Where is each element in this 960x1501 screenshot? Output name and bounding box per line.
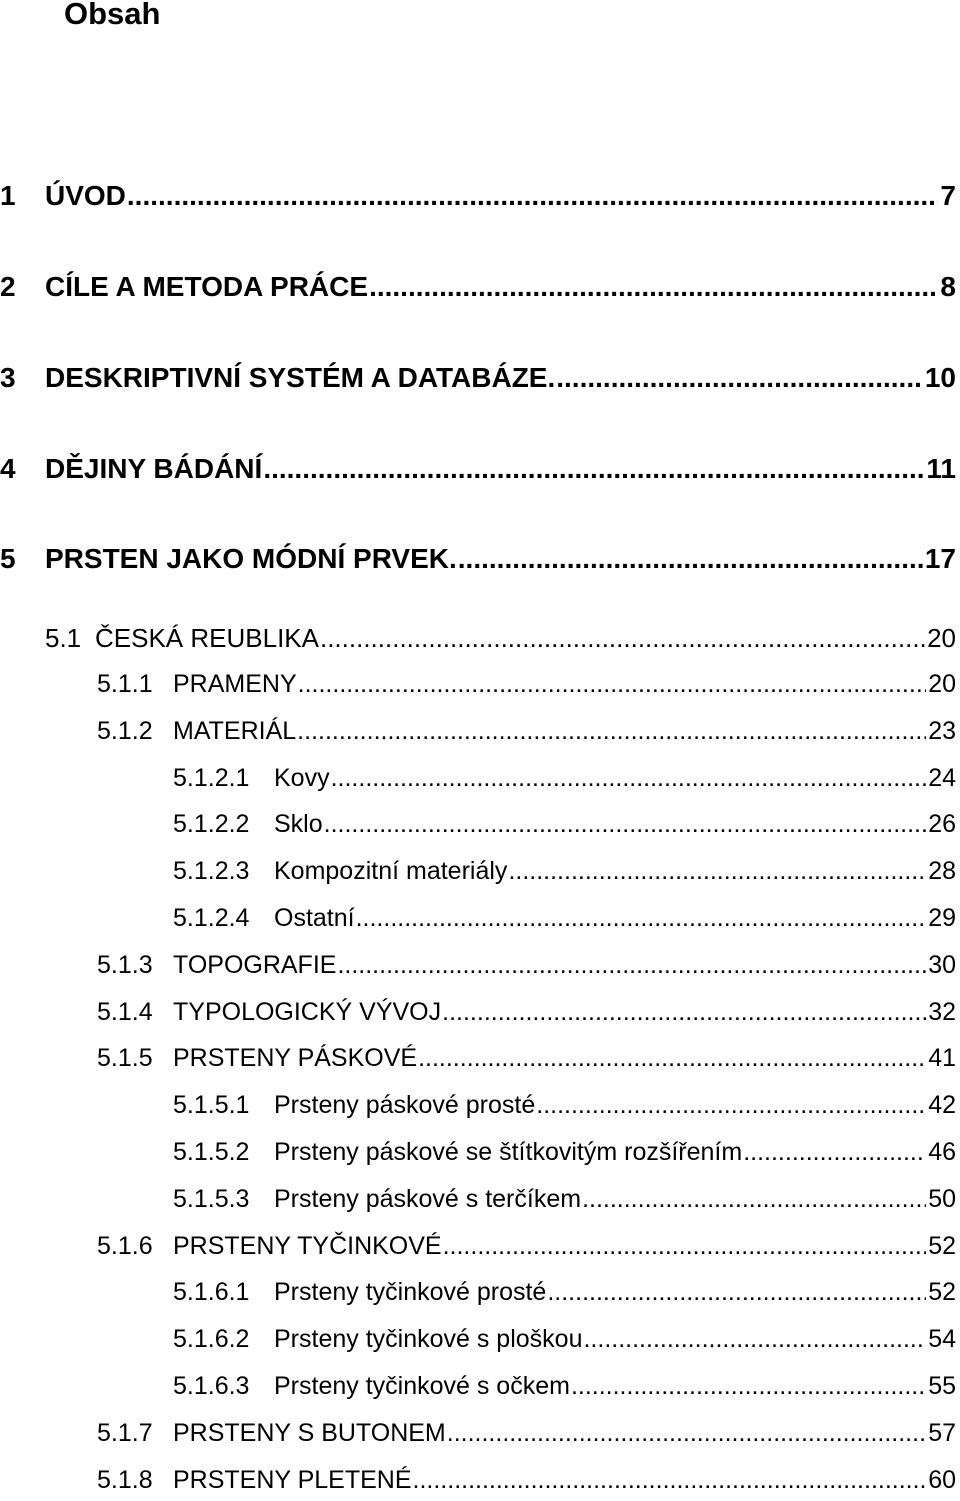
toc-entry-page: 57 <box>928 1419 956 1447</box>
toc-entry-number: 1 <box>0 180 16 211</box>
toc-entry-5-1-6-1[interactable] <box>173 1277 956 1308</box>
dot-leader <box>356 903 927 934</box>
dot-leader <box>369 270 938 304</box>
toc-entry-number: 5.1.2 <box>97 717 153 745</box>
toc-entry-1[interactable] <box>0 179 956 213</box>
toc-entry-number: 5.1.1 <box>97 670 153 698</box>
toc-entry-number: 5.1.5 <box>97 1044 153 1072</box>
toc-entry-page: 52 <box>928 1278 956 1306</box>
toc-entry-page: 52 <box>928 1232 956 1260</box>
toc-entry-5-1-7[interactable] <box>97 1418 956 1449</box>
toc-entry-5-1-1[interactable] <box>97 669 956 700</box>
toc-entry-5[interactable] <box>0 542 956 576</box>
toc-entry-number: 5.1.2.2 <box>173 810 250 838</box>
toc-entry-5-1-5[interactable] <box>97 1043 956 1074</box>
toc-entry-page: 41 <box>928 1044 956 1072</box>
toc-entry-page: 26 <box>928 810 956 838</box>
toc-entry-number: 5.1.6.2 <box>173 1325 250 1353</box>
toc-entry-5-1-5-2[interactable] <box>173 1137 956 1168</box>
toc-entry-5-1-2-2[interactable] <box>173 809 956 840</box>
toc-entry-label: Kompozitní materiály <box>274 857 508 885</box>
toc-entry-label: Sklo <box>274 810 323 838</box>
toc-entry-page: 54 <box>928 1325 956 1353</box>
toc-entry-number: 3 <box>0 362 16 393</box>
dot-leader <box>324 809 927 840</box>
toc-entry-5-1-3[interactable] <box>97 950 956 981</box>
toc-entry-5-1-6[interactable] <box>97 1231 956 1262</box>
toc-entry-page: 24 <box>928 764 956 792</box>
dot-leader <box>556 361 923 395</box>
toc-entry-label: Prsteny páskové prosté <box>274 1091 536 1119</box>
toc-entry-label: PRAMENY <box>173 670 297 698</box>
toc-entry-label: Prsteny tyčinkové s očkem <box>274 1372 570 1400</box>
toc-entry-page: 28 <box>928 857 956 885</box>
toc-entry-number: 5 <box>0 543 16 574</box>
toc-entry-number: 5.1.3 <box>97 951 153 979</box>
toc-entry-page: 60 <box>928 1466 956 1494</box>
toc-entry-page: 7 <box>940 180 956 211</box>
toc-entry-number: 5.1.5.3 <box>173 1185 250 1213</box>
toc-entry-page: 20 <box>928 670 956 698</box>
dot-leader <box>413 1465 927 1496</box>
dot-leader <box>458 542 923 576</box>
toc-entry-5-1-6-3[interactable] <box>173 1371 956 1402</box>
toc-entry-label: PRSTENY TYČINKOVÉ <box>173 1232 442 1260</box>
toc-entry-label: TYPOLOGICKÝ VÝVOJ <box>173 998 442 1026</box>
toc-entry-number: 5.1.5.2 <box>173 1138 250 1166</box>
toc-entry-number: 5.1.2.4 <box>173 904 250 932</box>
toc-entry-number: 5.1 <box>45 623 82 653</box>
toc-entry-5-1-6-2[interactable] <box>173 1324 956 1355</box>
toc-entry-number: 5.1.6.1 <box>173 1278 250 1306</box>
toc-entry-page: 11 <box>926 453 956 484</box>
toc-entry-5-1-4[interactable] <box>97 997 956 1028</box>
toc-entry-number: 5.1.5.1 <box>173 1091 250 1119</box>
toc-entry-label: DESKRIPTIVNÍ SYSTÉM A DATABÁZE. <box>45 362 556 393</box>
toc-entry-label: PRSTEN JAKO MÓDNÍ PRVEK. <box>45 543 457 574</box>
toc-entry-label: CÍLE A METODA PRÁCE <box>45 271 369 302</box>
toc-entry-page: 55 <box>928 1372 956 1400</box>
toc-entry-5-1-2-1[interactable] <box>173 763 956 794</box>
dot-leader <box>508 856 926 887</box>
toc-entry-5-1-2-3[interactable] <box>173 856 956 887</box>
toc-entry-label: ÚVOD <box>45 180 126 211</box>
toc-entry-page: 46 <box>928 1138 956 1166</box>
dot-leader <box>418 1043 926 1074</box>
toc-entry-3[interactable] <box>0 361 956 395</box>
toc-entry-label: Prsteny páskové se štítkovitým rozšířením <box>274 1138 743 1166</box>
toc-entry-label: Prsteny tyčinkové s ploškou <box>274 1325 583 1353</box>
toc-entry-number: 5.1.4 <box>97 998 153 1026</box>
toc-entry-number: 5.1.8 <box>97 1466 153 1494</box>
dot-leader <box>536 1090 926 1121</box>
toc-entry-label: PRSTENY PÁSKOVÉ <box>173 1044 418 1072</box>
toc-entry-number: 5.1.6 <box>97 1232 153 1260</box>
toc-entry-label: Prsteny tyčinkové prosté <box>274 1278 547 1306</box>
toc-entry-label: Prsteny páskové s terčíkem <box>274 1185 582 1213</box>
dot-leader <box>331 763 927 794</box>
dot-leader <box>442 997 926 1028</box>
dot-leader <box>743 1137 926 1168</box>
toc-entry-label: TOPOGRAFIE <box>173 951 337 979</box>
dot-leader <box>320 622 925 654</box>
toc-entry-number: 2 <box>0 271 16 302</box>
toc-entry-page: 50 <box>928 1185 956 1213</box>
toc-entry-label: PRSTENY PLETENÉ <box>173 1466 412 1494</box>
toc-entry-label: ČESKÁ REUBLIKA <box>95 623 319 653</box>
toc-entry-label: Kovy <box>274 764 330 792</box>
dot-leader <box>582 1184 926 1215</box>
toc-entry-5-1-8[interactable] <box>97 1465 956 1496</box>
toc-entry-label: Ostatní <box>274 904 355 932</box>
dot-leader <box>127 179 939 213</box>
toc-entry-page: 42 <box>928 1091 956 1119</box>
toc-entry-number: 4 <box>0 453 16 484</box>
dot-leader <box>263 452 924 486</box>
toc-entry-number: 5.1.2.1 <box>173 764 250 792</box>
dot-leader <box>571 1371 926 1402</box>
toc-entry-page: 32 <box>928 998 956 1026</box>
toc-entry-5-1-2[interactable] <box>97 716 956 747</box>
dot-leader <box>337 950 926 981</box>
toc-entry-4[interactable] <box>0 452 956 486</box>
toc-entry-number: 5.1.7 <box>97 1419 153 1447</box>
toc-entry-number: 5.1.6.3 <box>173 1372 250 1400</box>
dot-leader <box>447 1418 926 1449</box>
toc-entry-page: 29 <box>928 904 956 932</box>
dot-leader <box>297 716 926 747</box>
toc-entry-page: 10 <box>924 362 956 393</box>
toc-entry-label: PRSTENY S BUTONEM <box>173 1419 446 1447</box>
dot-leader <box>298 669 927 700</box>
toc-entry-5-1-5-1[interactable] <box>173 1090 956 1121</box>
toc-entry-label: MATERIÁL <box>173 717 297 745</box>
dot-leader <box>583 1324 926 1355</box>
toc-entry-5-1[interactable] <box>45 622 956 654</box>
toc-entry-page: 17 <box>924 543 956 574</box>
toc-entry-2[interactable] <box>0 270 956 304</box>
toc-entry-label: DĚJINY BÁDÁNÍ <box>45 453 263 484</box>
toc-entry-number: 5.1.2.3 <box>173 857 250 885</box>
page-title: Obsah <box>64 0 161 31</box>
dot-leader <box>547 1277 926 1308</box>
toc-entry-5-1-2-4[interactable] <box>173 903 956 934</box>
toc-entry-5-1-5-3[interactable] <box>173 1184 956 1215</box>
toc-entry-page: 30 <box>928 951 956 979</box>
toc-entry-page: 8 <box>940 271 956 302</box>
toc-entry-page: 23 <box>928 717 956 745</box>
toc-entry-page: 20 <box>927 623 956 653</box>
dot-leader <box>443 1231 927 1262</box>
